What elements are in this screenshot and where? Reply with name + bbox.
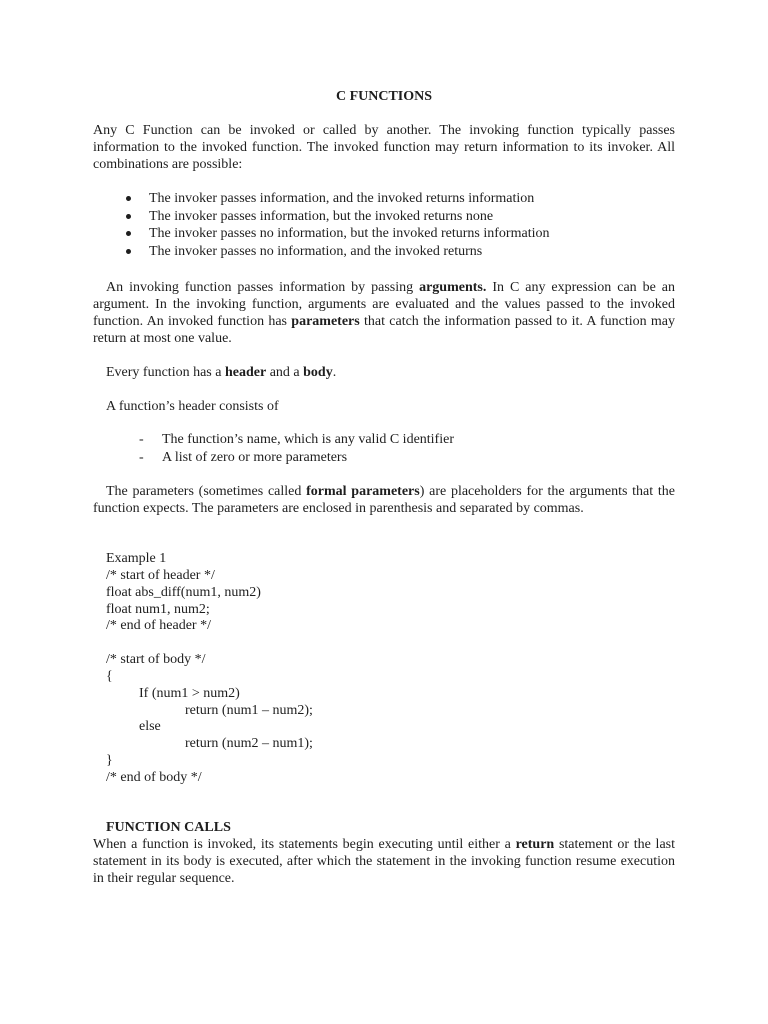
- code-line: If (num1 > num2): [139, 686, 240, 701]
- header-consists-sentence: A function’s header consists of: [106, 399, 279, 414]
- code-line: }: [106, 753, 113, 768]
- code-line: /* end of header */: [106, 618, 211, 633]
- formal-parameters-paragraph: The parameters (sometimes called formal parameters) are placeholders for the arguments that the function expects. The parameters are enclosed in parenthesis and separated by commas.: [93, 484, 676, 516]
- code-line: {: [106, 669, 113, 684]
- dash-icon: -: [139, 432, 144, 447]
- example-label: Example 1: [106, 551, 167, 566]
- arguments-paragraph: An invoking function passes information by passing arguments. In C any expression can be an argument. In the invoking function, arguments are evaluated and the values passed to the invoked function. An invoked function has parameters that catch the information passed to it. A function may return at most one value.: [93, 280, 676, 346]
- code-line: /* start of header */: [106, 568, 215, 583]
- bullet-icon: [126, 231, 131, 236]
- bullet-icon: [126, 214, 131, 219]
- section-heading: FUNCTION CALLS: [106, 820, 231, 835]
- code-line: else: [139, 719, 161, 734]
- code-line: return (num2 – num1);: [185, 736, 313, 751]
- page-title: C FUNCTIONS: [335, 89, 433, 104]
- intro-paragraph: Any C Function can be invoked or called by another. The invoking function typically passes information to the invoked function. The invoked function may return information to its invoker. All combinations are possible:: [93, 123, 675, 172]
- code-line: /* start of body */: [106, 652, 206, 667]
- bold-term: formal parameters: [306, 484, 420, 499]
- bold-term: body: [303, 365, 333, 380]
- bold-term: arguments.: [419, 280, 487, 295]
- code-line: /* end of body */: [106, 770, 202, 785]
- document-page: C FUNCTIONS Any C Function can be invoked or called by another. The invoking function typically passes information to the invoked function. The invoked function may return information to its invoker. All combinations are possible: The invoker passes information, and the invoked returns information The invoker passes information, but the invoked returns none The invoker passes no information, but the invoked returns information The invoker passes no information, and the invoked returns An invoking function passes information by passing arguments. In C any expression can be an argument. In the invoking function, arguments are evaluated and the values passed to the invoked function. An invoked function has parameters that catch the information passed to it. A function may return at most one value. Every function has a header and a body. A function’s header consists of - The function’s name, which is any valid C identifier - A list of zero or more parameters The parameters (sometimes called formal parameters) are placeholders for the arguments that the function expects. The parameters are enclosed in parenthesis and separated by commas. Example 1 /* start of header */ float abs_diff(num1, num2) float num1, num2; /* end of header */ /* start of body */ { If (num1 > num2) return (num1 – num2); else return (num2 – num1); } /* end of body */ FUNCTION CALLS When a function is invoked, its statements begin executing until either a return statement or the last statement in its body is executed, after which the statement in the invoking function resume execution in their regular sequence.: [0, 0, 768, 1024]
- dash-icon: -: [139, 449, 144, 465]
- bold-term: parameters: [291, 314, 360, 329]
- code-line: return (num1 – num2);: [185, 703, 313, 718]
- header-body-sentence: Every function has a header and a body.: [106, 365, 337, 380]
- code-line: float num1, num2;: [106, 602, 210, 617]
- bullet-icon: [126, 249, 131, 254]
- function-calls-paragraph: When a function is invoked, its statements begin executing until either a return statement or the last statement in its body is executed, after which the statement in the invoking function resume execution in their regular sequence.: [93, 837, 675, 886]
- bold-term: return: [515, 837, 555, 852]
- bold-term: header: [224, 365, 267, 380]
- bullet-icon: [126, 196, 131, 201]
- code-line: float abs_diff(num1, num2): [106, 585, 261, 600]
